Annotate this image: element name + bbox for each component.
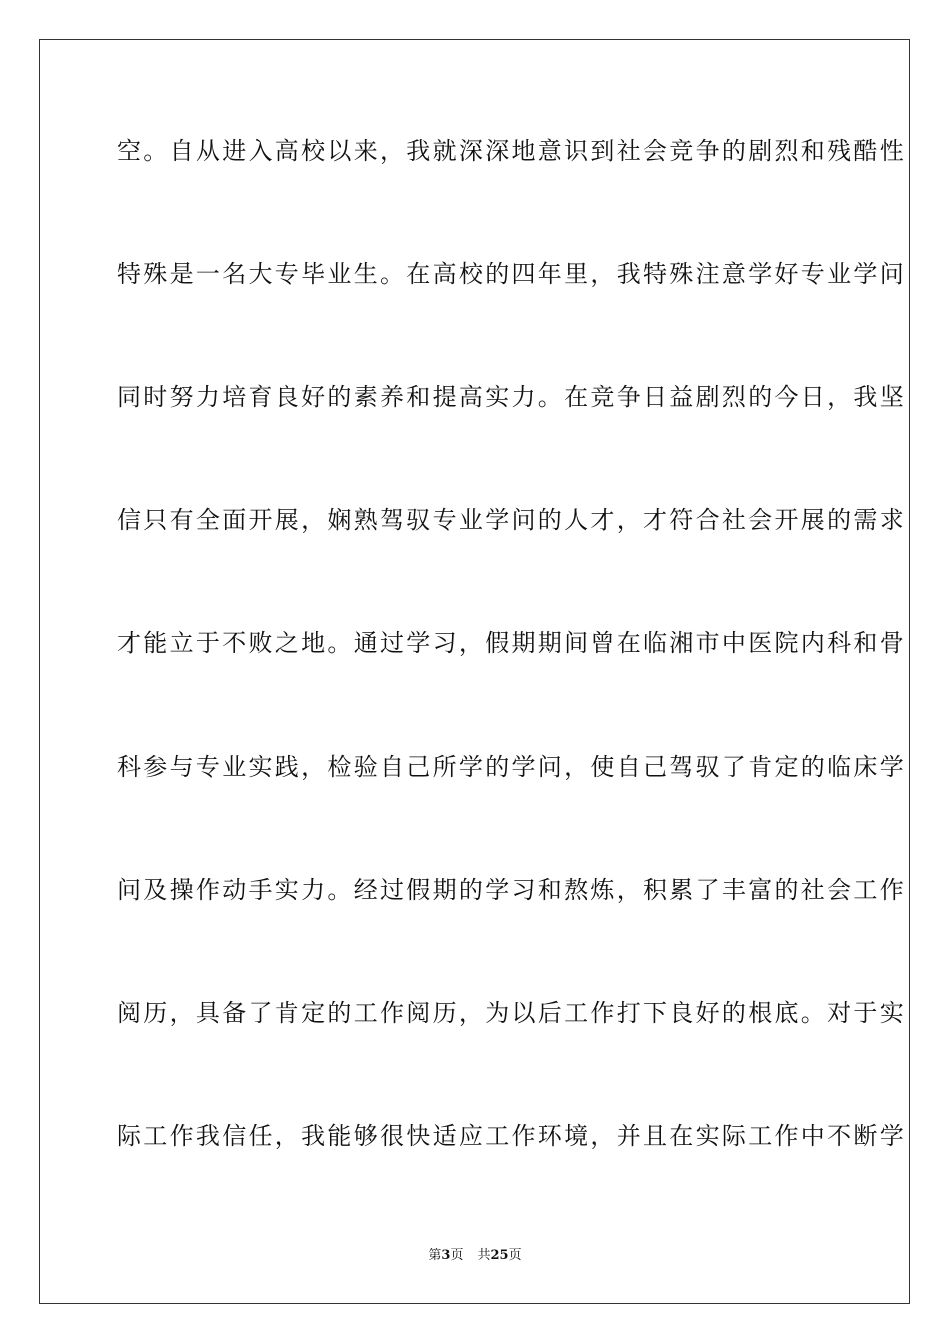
page-prefix: 第 bbox=[428, 1248, 442, 1263]
body-text-line: 际工作我信任，我能够很快适应工作环境，并且在实际工作中不断学 bbox=[117, 1122, 906, 1150]
body-text-line: 问及操作动手实力。经过假期的学习和熬炼，积累了丰富的社会工作 bbox=[117, 876, 906, 904]
body-text-line: 空。自从进入高校以来，我就深深地意识到社会竞争的剧烈和残酷性 bbox=[117, 137, 906, 165]
body-text-line: 特殊是一名大专毕业生。在高校的四年里，我特殊注意学好专业学问 bbox=[117, 260, 906, 288]
page-suffix: 页 bbox=[450, 1248, 464, 1263]
total-suffix: 页 bbox=[508, 1248, 522, 1263]
body-text-line: 科参与专业实践，检验自己所学的学问，使自己驾驭了肯定的临床学 bbox=[117, 753, 906, 781]
body-text-line: 阅历，具备了肯定的工作阅历，为以后工作打下良好的根底。对于实 bbox=[117, 999, 906, 1027]
current-page-number: 3 bbox=[441, 1248, 451, 1263]
body-text-line: 才能立于不败之地。通过学习，假期期间曾在临湘市中医院内科和骨 bbox=[117, 629, 906, 657]
total-prefix: 共 bbox=[477, 1248, 491, 1263]
page-number-footer bbox=[0, 1247, 950, 1265]
body-text-line: 信只有全面开展，娴熟驾驭专业学问的人才，才符合社会开展的需求 bbox=[117, 506, 906, 534]
page-frame bbox=[39, 39, 910, 1304]
body-text-line: 同时努力培育良好的素养和提高实力。在竞争日益剧烈的今日，我坚 bbox=[117, 383, 906, 411]
total-pages-number: 25 bbox=[490, 1248, 509, 1263]
